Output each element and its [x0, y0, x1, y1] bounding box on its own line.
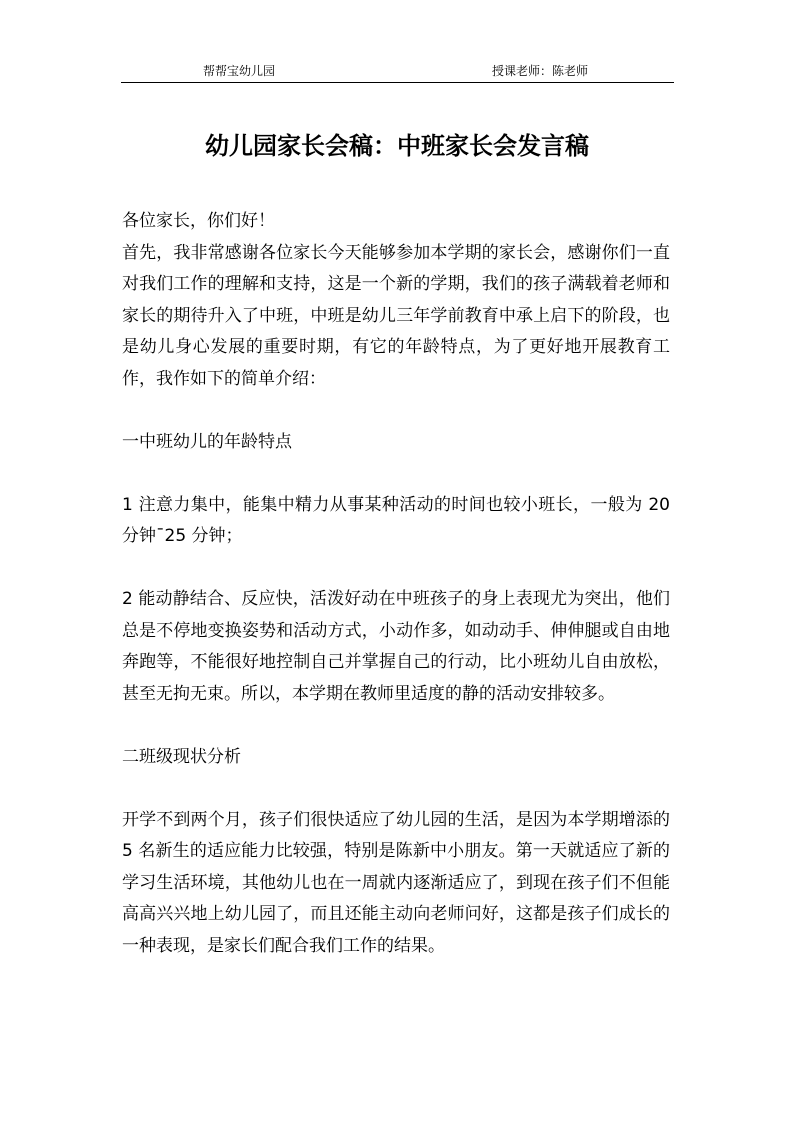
- intro-paragraph: 首先，我非常感谢各位家长今天能够参加本学期的家长会，感谢你们一直对我们工作的理解和支持，这是一个新的学期，我们的孩子满载着老师和家长的期待升入了中班，中班是幼儿三年学前教育中承上启下的阶段，也是幼儿身心发展的重要时期，有它的年龄特点，为了更好地开展教育工作，我作如下的简单介绍：: [122, 242, 670, 389]
- greeting: 各位家长，你们好！: [122, 211, 275, 231]
- document-title: 幼儿园家长会稿：中班家长会发言稿: [205, 132, 589, 160]
- header-school-name: 帮帮宝幼儿园: [203, 64, 276, 78]
- paragraph-gap: [122, 458, 670, 490]
- paragraph-gap: [122, 553, 670, 585]
- paragraph-gap: [122, 710, 670, 742]
- document-body: [122, 206, 670, 962]
- header-teacher: 授课老师：陈老师: [492, 64, 589, 78]
- section-heading-age-traits: 一中班幼儿的年龄特点: [122, 431, 292, 452]
- analysis-paragraph: 开学不到两个月，孩子们很快适应了幼儿园的生活，是因为本学期增添的 5 名新生的适应能力比较强，特别是陈新中小朋友。第一天就适应了新的学习生活环境，其他幼儿也在一周就内逐渐适应了，到现在孩子们不但能高高兴兴地上幼儿园了，而且还能主动向老师问好，这都是孩子们成长的一种表现，是家长们配合我们工作的结果。: [122, 809, 670, 956]
- page-header: [121, 62, 674, 83]
- point-attention: 1 注意力集中，能集中精力从事某种活动的时间也较小班长，一般为 20 分钟¯25 分钟；: [122, 494, 670, 546]
- point-activity: 2 能动静结合、反应快，活泼好动在中班孩子的身上表现尤为突出，他们总是不停地变换姿势和活动方式，小动作多，如动动手、伸伸腿或自由地奔跑等，不能很好地控制自己并掌握自己的行动，比小班幼儿自由放松，甚至无拘无束。所以，本学期在教师里适度的静的活动安排较多。: [122, 589, 670, 704]
- paragraph-gap: [122, 395, 670, 427]
- paragraph-gap: [122, 773, 670, 805]
- section-heading-class-status: 二班级现状分析: [122, 746, 241, 767]
